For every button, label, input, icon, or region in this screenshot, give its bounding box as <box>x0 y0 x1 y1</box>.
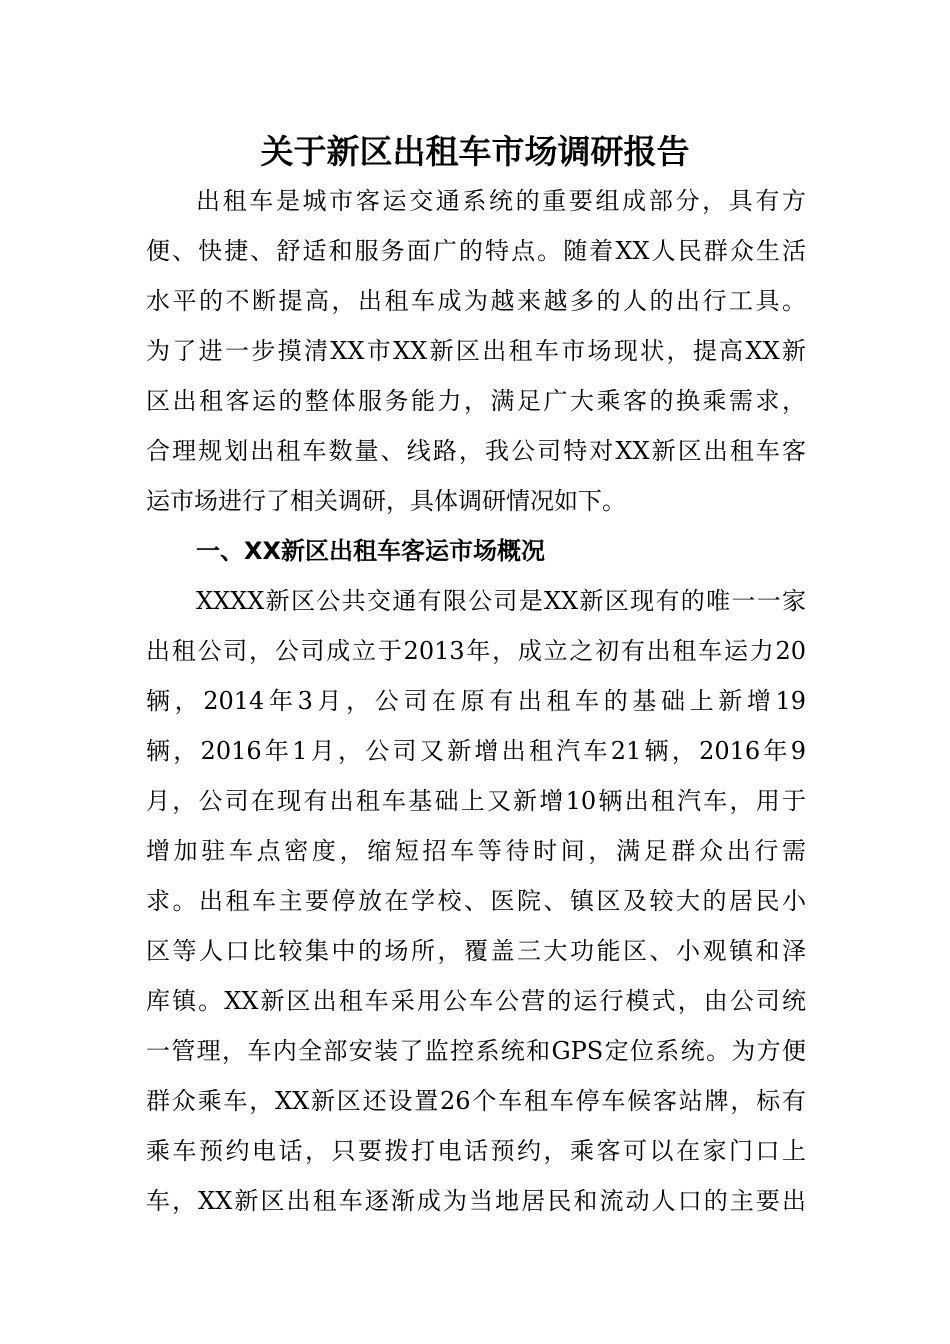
intro-line: 为了进一步摸清XX市XX新区出租车市场现状，提高XX新 <box>146 337 806 365</box>
intro-line: 区出租客运的整体服务能力，满足广大乘客的换乘需求， <box>146 387 806 415</box>
intro-line: 合理规划出租车数量、线路，我公司特对XX新区出租车客 <box>146 437 806 465</box>
section-heading: 一、XX新区出租车客运市场概况 <box>196 537 546 565</box>
body-line: 求。出租车主要停放在学校、医院、镇区及较大的居民小 <box>146 887 806 915</box>
body-line: 乘车预约电话，只要拨打电话预约，乘客可以在家门口上 <box>146 1137 806 1165</box>
intro-line: 运市场进行了相关调研，具体调研情况如下。 <box>146 487 626 515</box>
body-line: 增加驻车点密度，缩短招车等待时间，满足群众出行需 <box>146 837 806 865</box>
body-line: 一管理，车内全部安装了监控系统和GPS定位系统。为方便 <box>146 1037 806 1065</box>
document-title: 关于新区出租车市场调研报告 <box>260 132 690 171</box>
body-line: 月，公司在现有出租车基础上又新增10辆出租汽车，用于 <box>146 787 806 815</box>
body-line: XXXX新区公共交通有限公司是XX新区现有的唯一一家 <box>196 587 806 615</box>
body-line: 车，XX新区出租车逐渐成为当地居民和流动人口的主要出 <box>146 1187 806 1215</box>
intro-line: 水平的不断提高，出租车成为越来越多的人的出行工具。 <box>146 287 806 315</box>
intro-line: 出租车是城市客运交通系统的重要组成部分，具有方 <box>196 187 806 215</box>
body-line: 区等人口比较集中的场所，覆盖三大功能区、小观镇和泽 <box>146 937 806 965</box>
body-line: 群众乘车，XX新区还设置26个车租车停车候客站牌，标有 <box>146 1087 806 1115</box>
body-line: 辆，2016年1月，公司又新增出租汽车21辆，2016年9 <box>146 737 806 765</box>
body-line: 辆，2014年3月，公司在原有出租车的基础上新增19 <box>146 687 806 715</box>
intro-line: 便、快捷、舒适和服务面广的特点。随着XX人民群众生活 <box>146 237 806 265</box>
body-line: 库镇。XX新区出租车采用公车公营的运行模式，由公司统 <box>146 987 806 1015</box>
body-line: 出租公司，公司成立于2013年，成立之初有出租车运力20 <box>146 637 806 665</box>
